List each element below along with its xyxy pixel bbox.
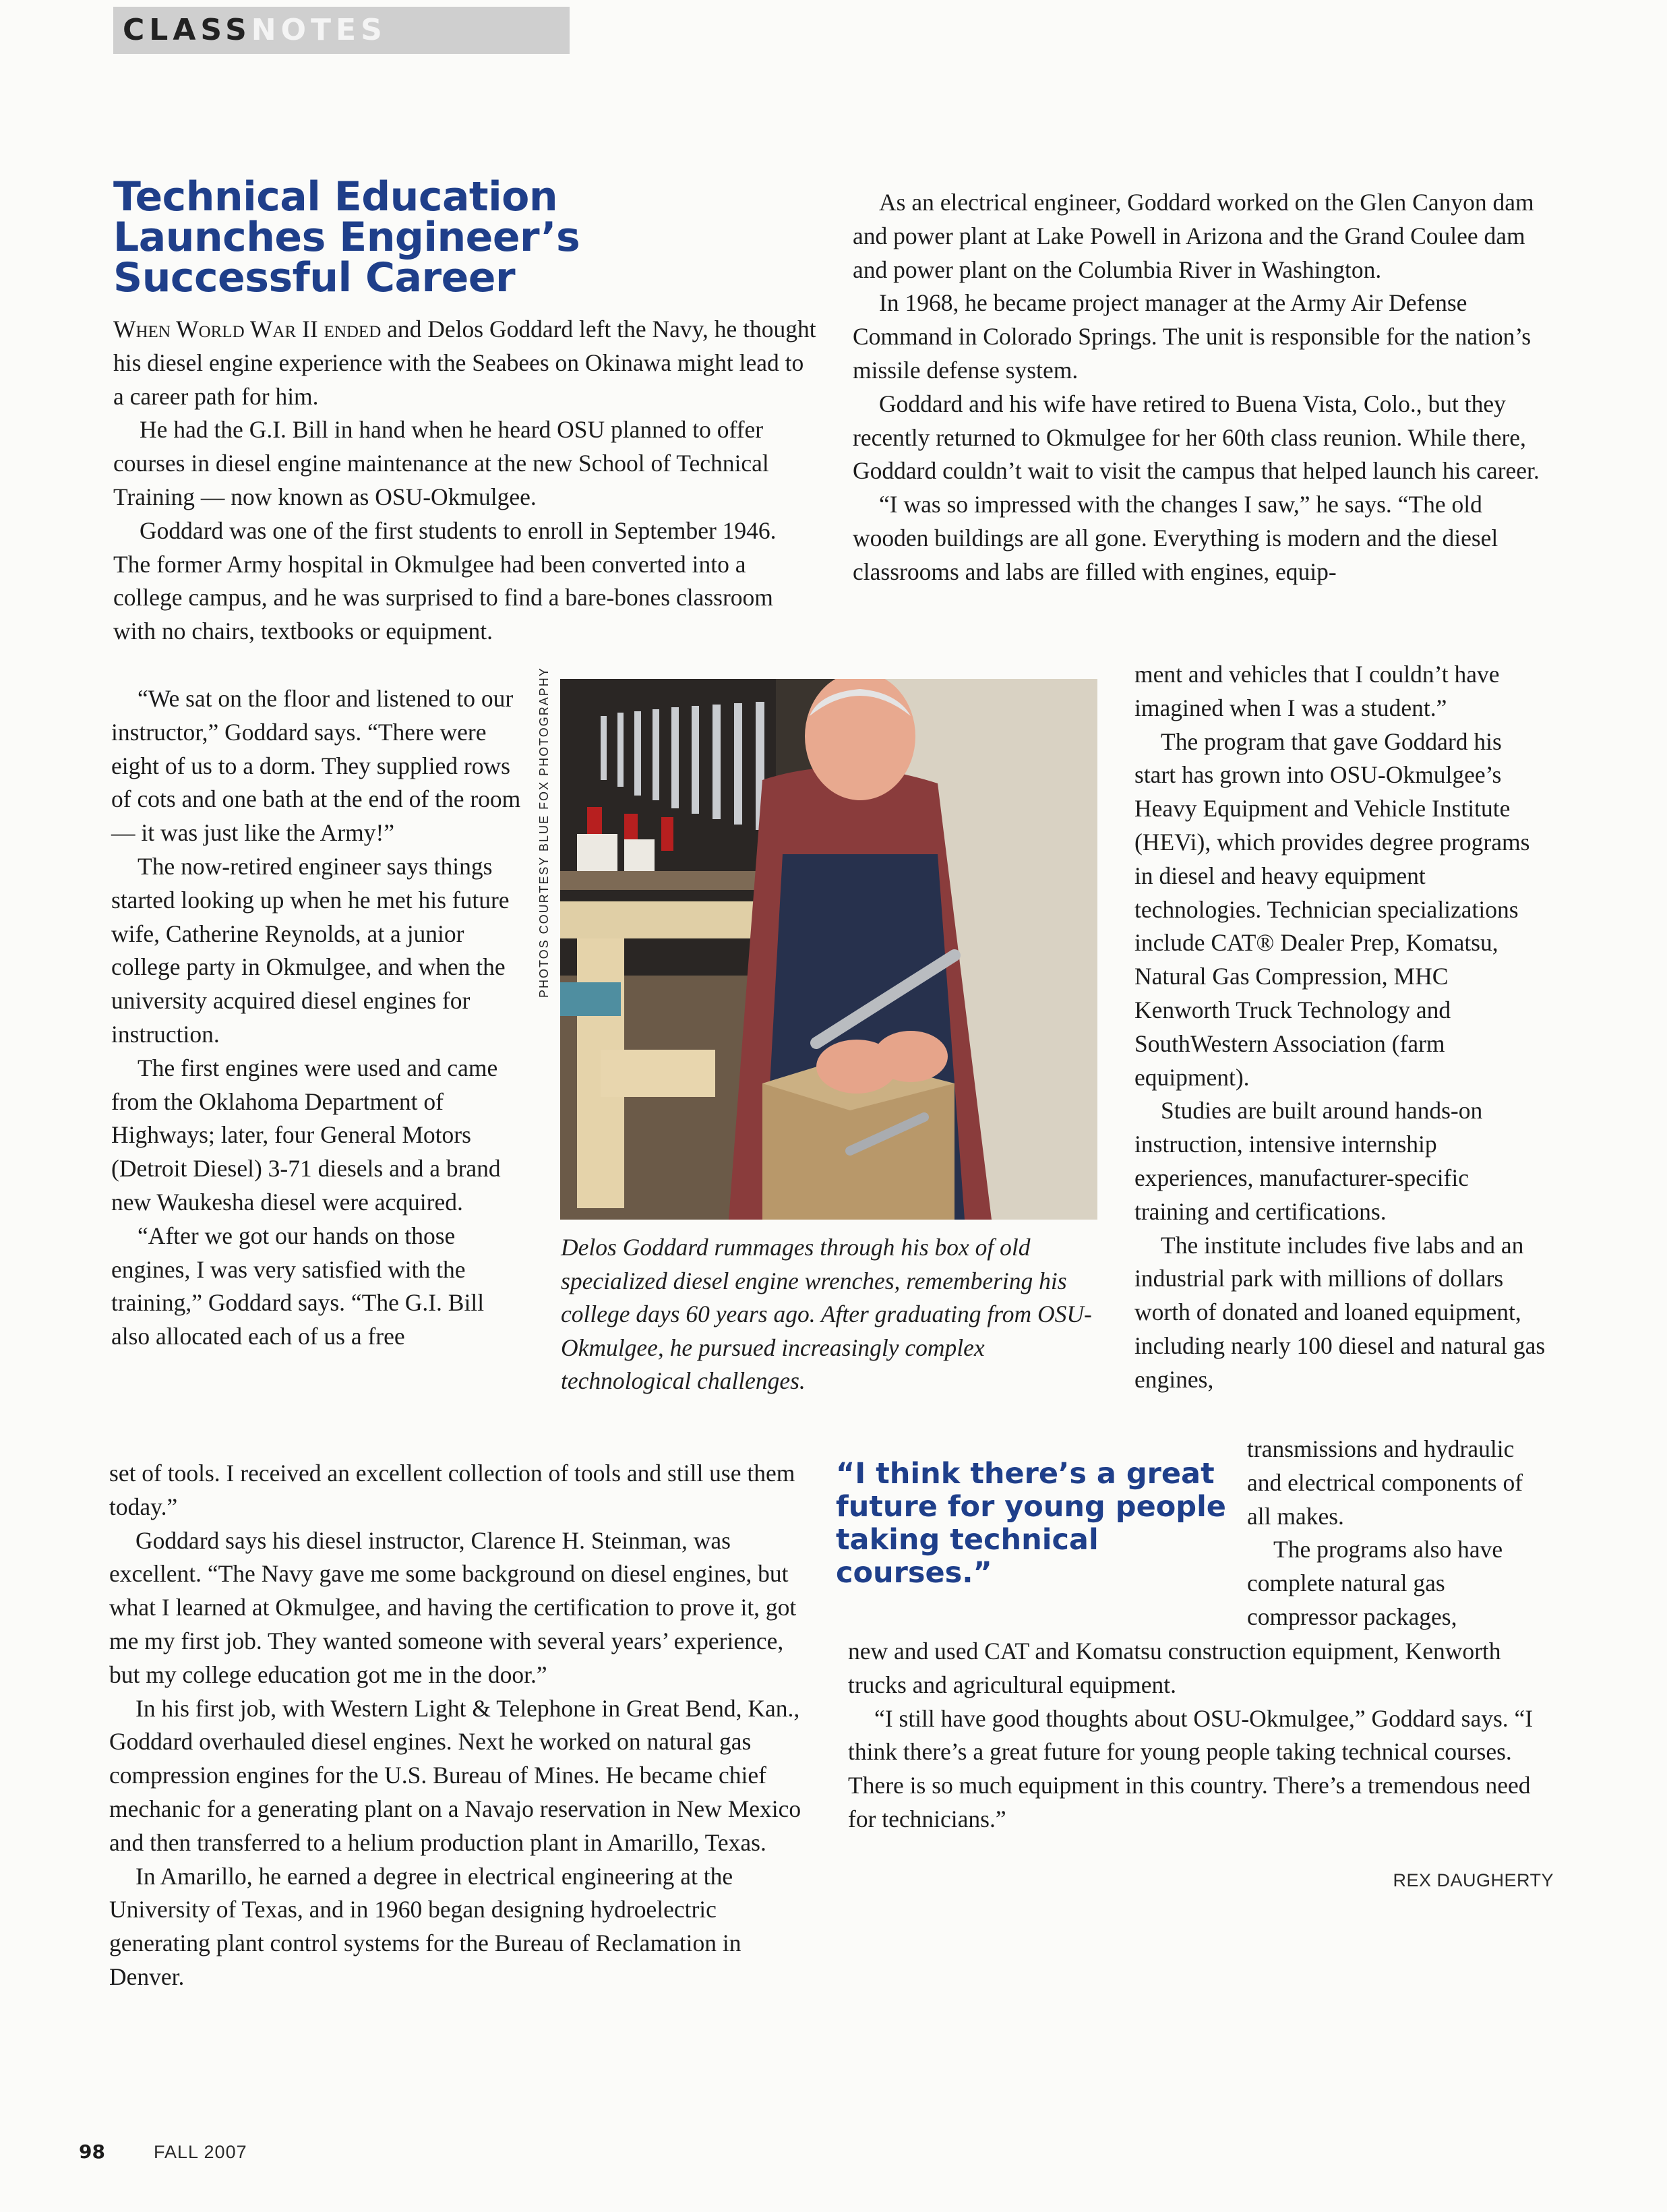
body-paragraph: Goddard and his wife have retired to Buena Vista, Colo., but they recently returned to Okmulgee for her 60th class reunion. While there, Goddard couldn’t wait to visit the campus that helped launch his career.	[853, 390, 1540, 485]
author-byline: REX DAUGHERTY	[1393, 1870, 1554, 1890]
column-1-bottom	[109, 1457, 817, 1994]
article-photo	[560, 679, 1097, 1220]
headline-line: Launches Engineer’s	[113, 214, 580, 261]
photo-credit: PHOTOS COURTESY BLUE FOX PHOTOGRAPHY	[537, 667, 551, 998]
headline-line: Technical Education	[113, 173, 558, 220]
body-paragraph: set of tools. I received an excellent collection of tools and still use them today.”	[109, 1460, 795, 1520]
body-paragraph: Goddard was one of the first students to enroll in September 1946. The former Army hospital in Okmulgee had been converted into a college campus, and he was surprised to find a bare-bones classroom with no chairs, textbooks or equipment.	[113, 516, 777, 645]
photo-caption: Delos Goddard rummages through his box of old specialized diesel engine wrenches, remembering his college days 60 years ago. After graduating from OSU-Okmulgee, he pursued increasingly complex technological challenges.	[561, 1234, 1092, 1394]
issue-date: FALL 2007	[154, 2142, 247, 2162]
body-paragraph: The institute includes five labs and an industrial park with millions of dollars worth of donated and loaned equipment, including nearly 100 diesel and natural gas engines,	[1134, 1231, 1546, 1393]
body-paragraph: In Amarillo, he earned a degree in electrical engineering at the University of Texas, and in 1960 began designing hydroelectric generating plant control systems for the Bureau of Reclamation in Denver.	[109, 1862, 741, 1990]
photo-illustration	[560, 679, 1097, 1220]
body-paragraph: The first engines were used and came from the Oklahoma Department of Highways; later, four General Motors (Detroit Diesel) 3-71 diesels and a brand new Waukesha diesel were acquired.	[111, 1054, 501, 1216]
body-paragraph: “I was so impressed with the changes I saw,” he says. “The old wooden buildings are all gone. Everything is modern and the diesel classrooms and labs are filled with engines, equip-	[853, 491, 1498, 585]
column-2-top	[853, 186, 1560, 589]
body-paragraph: In his first job, with Western Light & Telephone in Great Bend, Kan., Goddard overhauled diesel engines. Next he worked on natural gas compression engines for the U.S. Bureau of Mines. He became chief mechanic for a generating plant on a Navajo reservation in New Mexico and then transferred to a helium production plant in Amarillo, Texas.	[109, 1694, 801, 1856]
body-paragraph: In 1968, he became project manager at the Army Air Defense Command in Colorado Springs. The unit is responsible for the nation’s missile defense system.	[853, 289, 1532, 384]
page-number: 98	[79, 2141, 105, 2163]
body-paragraph: “After we got our hands on those engines, I was very satisfied with the training,” Goddard says. “The G.I. Bill also allocated each of us a free	[111, 1222, 485, 1350]
body-paragraph: Goddard says his diesel instructor, Clarence H. Steinman, was excellent. “The Navy gave me some background on diesel engines, but what I learned at Okmulgee, and having the certification to prove it, got me my first job. They wanted someone with several years’ experience, but my college education got me in the door.”	[109, 1526, 797, 1688]
body-paragraph: “We sat on the floor and listened to our instructor,” Goddard says. “There were eight of us to a dorm. They supplied rows of cots and one bath at the end of the room — it was just like the Army!”	[111, 685, 521, 847]
section-label-class: CLASS	[123, 13, 251, 47]
body-paragraph: Studies are built around hands-on instruction, intensive internship experiences, manufacturer-specific training and certifications.	[1134, 1097, 1483, 1225]
body-paragraph: The programs also have complete natural gas compressor packages,	[1247, 1536, 1503, 1630]
column-2-beside-quote	[1247, 1433, 1547, 1634]
pull-quote: “I think there’s a great future for young people taking technical courses.”	[836, 1457, 1226, 1590]
lead-in: When World War II ended	[113, 316, 382, 342]
column-2-bottom	[848, 1635, 1552, 1836]
column-2-beside-photo	[1134, 658, 1547, 1397]
article-headline	[113, 173, 720, 301]
body-paragraph: ment and vehicles that I couldn’t have imagined when I was a student.”	[1134, 661, 1500, 721]
column-1-top	[113, 313, 818, 649]
section-label-notes: NOTES	[251, 13, 387, 47]
body-paragraph: transmissions and hydraulic and electrical components of all makes.	[1247, 1435, 1523, 1530]
body-paragraph: The program that gave Goddard his start has grown into OSU-Okmulgee’s Heavy Equipment and Vehicle Institute (HEVi), which provides degree programs in diesel and heavy equipment technologies. Technician specializations include CAT® Dealer Prep, Komatsu, Natural Gas Compression, MHC Kenworth Truck Technology and SouthWestern Association (farm equipment).	[1134, 727, 1530, 1091]
body-paragraph: As an electrical engineer, Goddard worked on the Glen Canyon dam and power plant at Lake Powell in Arizona and the Grand Coulee dam and power plant on the Columbia River in Washington.	[853, 189, 1534, 283]
column-1-beside-photo	[111, 682, 526, 1354]
headline-line: Successful Career	[113, 254, 516, 301]
body-paragraph: When World War II ended and Delos Goddard left the Navy, he thought his diesel engine experience with the Seabees on Okinawa might lead to a career path for him.	[113, 316, 816, 410]
body-paragraph: He had the G.I. Bill in hand when he heard OSU planned to offer courses in diesel engine maintenance at the new School of Technical Training — now known as OSU-Okmulgee.	[113, 416, 769, 510]
section-header	[113, 7, 570, 54]
body-paragraph: “I still have good thoughts about OSU-Okmulgee,” Goddard says. “I think there’s a great future for young people taking technical courses. There is so much equipment in this country. There’s a tremendous need for technicians.”	[848, 1704, 1534, 1832]
body-paragraph: new and used CAT and Komatsu construction equipment, Kenworth trucks and agricultural equipment.	[848, 1638, 1501, 1698]
body-paragraph: The now-retired engineer says things started looking up when he met his future wife, Catherine Reynolds, at a junior college party in Okmulgee, and when the university acquired diesel engines for instruction.	[111, 852, 510, 1048]
